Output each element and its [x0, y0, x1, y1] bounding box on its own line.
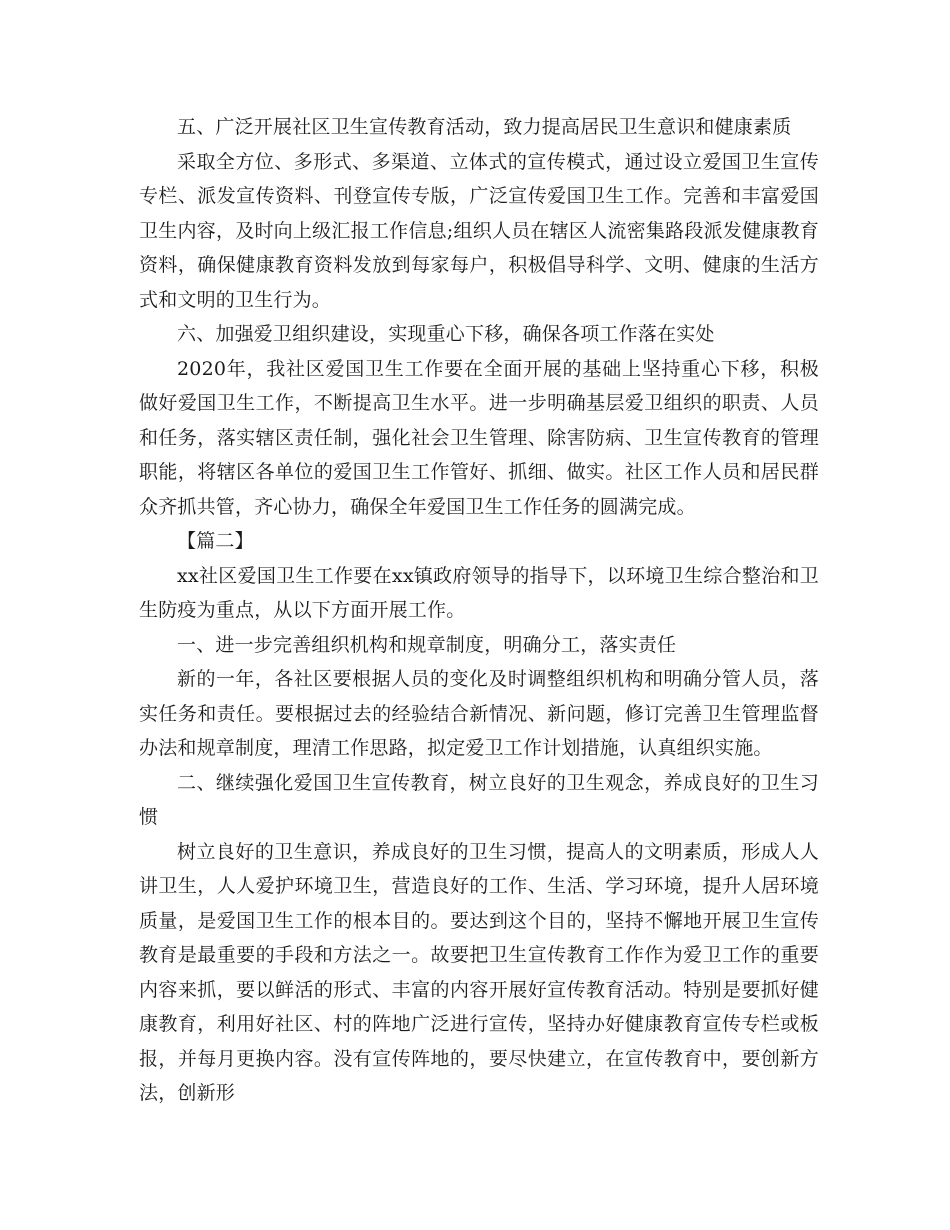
paragraph-2020-work: 2020年，我社区爱国卫生工作要在全面开展的基础上坚持重心下移，积极做好爱国卫生工作，不断提高卫生水平。进一步明确基层爱卫组织的职责、人员和任务，落实辖区责任制，强化社会卫生管理、除害防病、卫生宣传教育的管理职能，将辖区各单位的爱国卫生工作管好、抓细、做实。社区工作人员和居民群众齐抓共管，齐心协力，确保全年爱国卫生工作任务的圆满完成。 — [139, 357, 819, 518]
section-heading-two: 二、继续强化爱国卫生宣传教育，树立良好的卫生观念，养成良好的卫生习惯 — [139, 771, 819, 828]
section-heading-five: 五、广泛开展社区卫生宣传教育活动，致力提高居民卫生意识和健康素质 — [177, 116, 792, 138]
paragraph-xx-community: xx社区爱国卫生工作要在xx镇政府领导的指导下，以环境卫生综合整治和卫生防疫为重点，从以下方面开展工作。 — [139, 564, 819, 621]
paragraph-hygiene-awareness: 树立良好的卫生意识，养成良好的卫生习惯，提高人的文明素质，形成人人讲卫生，人人爱护环境卫生，营造良好的工作、生活、学习环境，提升人居环境质量，是爱国卫生工作的根本目的。要达到这个目的，坚持不懈地开展卫生宣传教育是最重要的手段和方法之一。故要把卫生宣传教育工作作为爱卫工作的重要内容来抓，要以鲜活的形式、丰富的内容开展好宣传教育活动。特别是要抓好健康教育，利用好社区、村的阵地广泛进行宣传，坚持办好健康教育宣传专栏或板报，并每月更换内容。没有宣传阵地的，要尽快建立，在宣传教育中，要创新方法，创新形 — [139, 840, 819, 1104]
paragraph-publicity-mode: 采取全方位、多形式、多渠道、立体式的宣传模式，通过设立爱国卫生宣传专栏、派发宣传资料、刊登宣传专版，广泛宣传爱国卫生工作。完善和丰富爱国卫生内容，及时向上级汇报工作信息;组织人员在辖区人流密集路段派发健康教育资料，确保健康教育资料发放到每家每户，积极倡导科学、文明、健康的生活方式和文明的卫生行为。 — [139, 150, 819, 311]
paragraph-new-year: 新的一年，各社区要根据人员的变化及时调整组织机构和明确分管人员，落实任务和责任。要根据过去的经验结合新情况、新问题，修订完善卫生管理监督办法和规章制度，理清工作思路，拟定爱卫工作计划措施，认真组织实施。 — [139, 668, 819, 759]
part-two-heading: 【篇二】 — [177, 530, 254, 552]
section-heading-six: 六、加强爱卫组织建设，实现重心下移，确保各项工作落在实处 — [177, 323, 715, 345]
section-heading-one: 一、进一步完善组织机构和规章制度，明确分工，落实责任 — [177, 633, 677, 656]
document-body — [139, 110, 819, 1111]
